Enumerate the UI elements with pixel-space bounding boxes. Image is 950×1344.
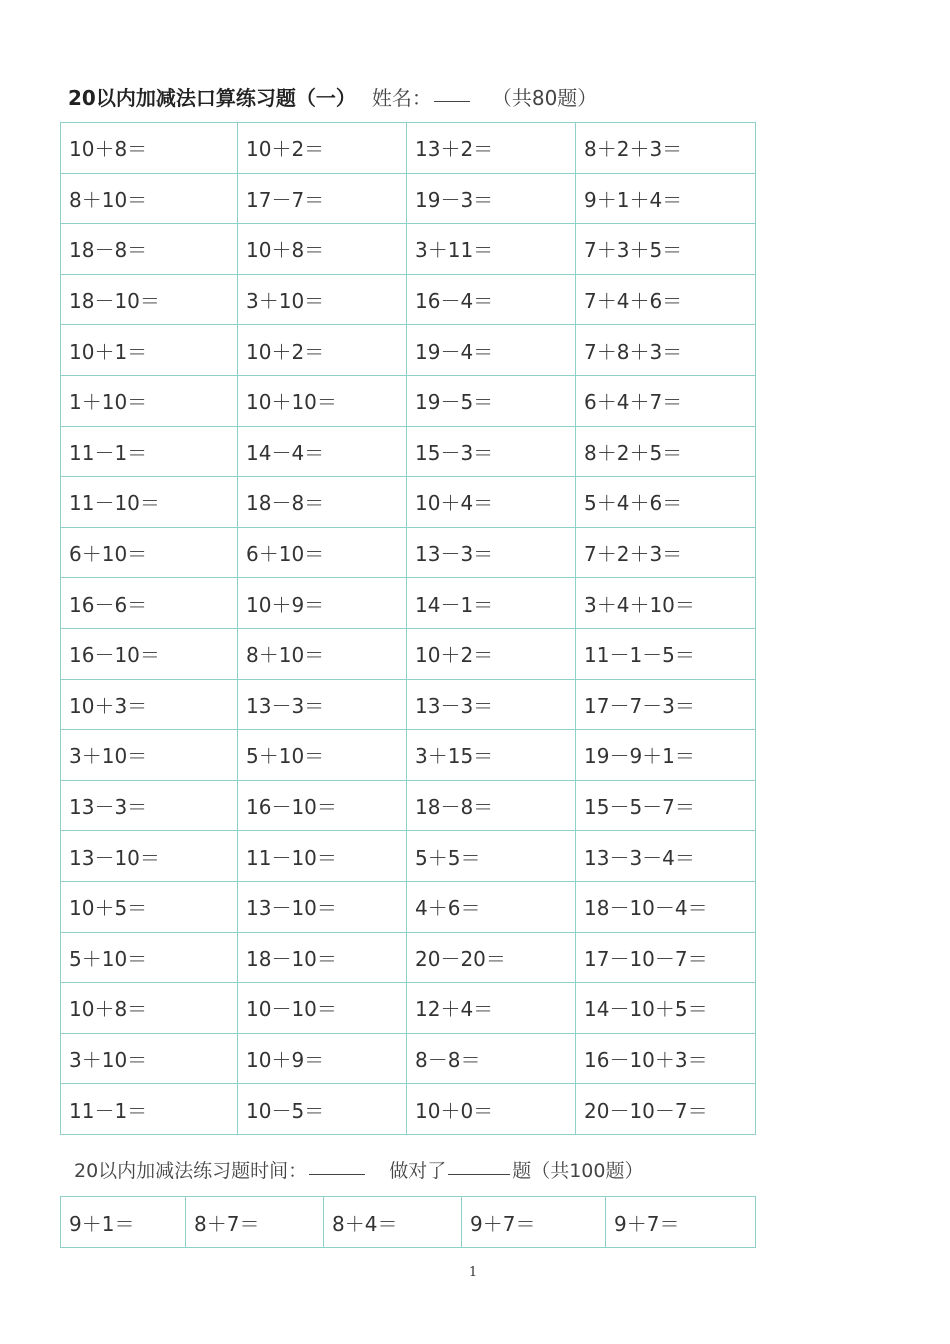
- problem-cell: 19－4＝: [407, 325, 576, 376]
- problem-cell: 9＋1＝: [61, 1197, 186, 1248]
- problem-cell: 3＋11＝: [407, 224, 576, 275]
- problem-cell: 20－10－7＝: [576, 1084, 756, 1135]
- problem-cell: 13－3＝: [407, 527, 576, 578]
- problem-cell: 11－1＝: [61, 426, 238, 477]
- time-blank: [309, 1174, 365, 1175]
- main-problem-table: [60, 122, 756, 1135]
- problem-cell: 10＋8＝: [61, 983, 238, 1034]
- problem-cell: 5＋10＝: [61, 932, 238, 983]
- problem-cell: 8＋2＋3＝: [576, 123, 756, 174]
- problem-cell: 18－8＝: [238, 477, 407, 528]
- problem-cell: 16－10＝: [61, 628, 238, 679]
- table-row: [61, 679, 756, 730]
- problem-cell: 9＋1＋4＝: [576, 173, 756, 224]
- problem-cell: 3＋10＝: [61, 730, 238, 781]
- practice-footer-line: [74, 1156, 643, 1183]
- problem-cell: 17－10－7＝: [576, 932, 756, 983]
- problem-cell: 17－7＝: [238, 173, 407, 224]
- problem-cell: 11－10＝: [61, 477, 238, 528]
- problem-cell: 10＋5＝: [61, 881, 238, 932]
- problem-cell: 10＋9＝: [238, 1033, 407, 1084]
- table-row: [61, 1197, 756, 1248]
- problem-cell: 10＋8＝: [238, 224, 407, 275]
- problem-cell: 8－8＝: [407, 1033, 576, 1084]
- problem-cell: 18－10＝: [61, 274, 238, 325]
- problem-cell: 3＋15＝: [407, 730, 576, 781]
- time-label: 20以内加减法练习题时间：: [74, 1160, 308, 1182]
- problem-cell: 10＋9＝: [238, 578, 407, 629]
- problem-cell: 5＋4＋6＝: [576, 477, 756, 528]
- problem-cell: 10＋2＝: [407, 628, 576, 679]
- problem-cell: 10－10＝: [238, 983, 407, 1034]
- table-row: [61, 426, 756, 477]
- problem-cell: 18－8＝: [61, 224, 238, 275]
- problem-cell: 13－10＝: [238, 881, 407, 932]
- problem-cell: 11－10＝: [238, 831, 407, 882]
- table-row: [61, 325, 756, 376]
- problem-cell: 10＋0＝: [407, 1084, 576, 1135]
- problem-cell: 13－3＝: [407, 679, 576, 730]
- problem-cell: 8＋4＝: [324, 1197, 462, 1248]
- problem-cell: 13＋2＝: [407, 123, 576, 174]
- table-row: [61, 375, 756, 426]
- problem-cell: 20－20＝: [407, 932, 576, 983]
- problem-cell: 16－4＝: [407, 274, 576, 325]
- problem-cell: 19－9＋1＝: [576, 730, 756, 781]
- problem-cell: 9＋7＝: [462, 1197, 606, 1248]
- problem-cell: 8＋10＝: [238, 628, 407, 679]
- problem-cell: 4＋6＝: [407, 881, 576, 932]
- table-row: [61, 1033, 756, 1084]
- problem-cell: 15－3＝: [407, 426, 576, 477]
- worksheet-title-line: [68, 82, 597, 112]
- correct-prefix: 做对了: [389, 1160, 447, 1182]
- problem-cell: 7＋3＋5＝: [576, 224, 756, 275]
- second-problem-table: [60, 1196, 756, 1248]
- table-row: [61, 1084, 756, 1135]
- problem-cell: 16－10＝: [238, 780, 407, 831]
- problem-cell: 6＋10＝: [238, 527, 407, 578]
- problem-cell: 10＋10＝: [238, 375, 407, 426]
- table-row: [61, 274, 756, 325]
- table-row: [61, 628, 756, 679]
- problem-cell: 17－7－3＝: [576, 679, 756, 730]
- problem-cell: 8＋2＋5＝: [576, 426, 756, 477]
- problem-cell: 10＋3＝: [61, 679, 238, 730]
- worksheet-title: 20以内加减法口算练习题（一）: [68, 86, 356, 110]
- table-row: [61, 527, 756, 578]
- problem-cell: 10＋1＝: [61, 325, 238, 376]
- problem-cell: 13－3＝: [238, 679, 407, 730]
- problem-cell: 3＋4＋10＝: [576, 578, 756, 629]
- problem-cell: 5＋5＝: [407, 831, 576, 882]
- correct-suffix: 题（共100题）: [512, 1160, 644, 1182]
- problem-cell: 8＋10＝: [61, 173, 238, 224]
- problem-cell: 18－10－4＝: [576, 881, 756, 932]
- table-row: [61, 932, 756, 983]
- problem-cell: 10＋2＝: [238, 123, 407, 174]
- table-row: [61, 173, 756, 224]
- problem-cell: 18－8＝: [407, 780, 576, 831]
- table-row: [61, 477, 756, 528]
- problem-cell: 13－3－4＝: [576, 831, 756, 882]
- problem-cell: 13－10＝: [61, 831, 238, 882]
- problem-cell: 6＋4＋7＝: [576, 375, 756, 426]
- table-row: [61, 578, 756, 629]
- problem-cell: 5＋10＝: [238, 730, 407, 781]
- table-row: [61, 881, 756, 932]
- question-count: （共80题）: [491, 86, 598, 110]
- table-row: [61, 123, 756, 174]
- problem-cell: 1＋10＝: [61, 375, 238, 426]
- problem-cell: 14－1＝: [407, 578, 576, 629]
- problem-cell: 18－10＝: [238, 932, 407, 983]
- problem-cell: 10－5＝: [238, 1084, 407, 1135]
- table-row: [61, 780, 756, 831]
- problem-cell: 10＋2＝: [238, 325, 407, 376]
- table-row: [61, 983, 756, 1034]
- problem-cell: 15－5－7＝: [576, 780, 756, 831]
- problem-cell: 10＋4＝: [407, 477, 576, 528]
- problem-cell: 9＋7＝: [606, 1197, 756, 1248]
- problem-cell: 7＋4＋6＝: [576, 274, 756, 325]
- table-row: [61, 730, 756, 781]
- name-label: 姓名：: [371, 86, 432, 110]
- problem-cell: 14－4＝: [238, 426, 407, 477]
- problem-cell: 16－10＋3＝: [576, 1033, 756, 1084]
- problem-cell: 3＋10＝: [238, 274, 407, 325]
- problem-cell: 3＋10＝: [61, 1033, 238, 1084]
- problem-cell: 12＋4＝: [407, 983, 576, 1034]
- problem-cell: 14－10＋5＝: [576, 983, 756, 1034]
- problem-cell: 7＋2＋3＝: [576, 527, 756, 578]
- problem-cell: 6＋10＝: [61, 527, 238, 578]
- problem-cell: 7＋8＋3＝: [576, 325, 756, 376]
- problem-cell: 11－1－5＝: [576, 628, 756, 679]
- correct-blank: [448, 1174, 510, 1175]
- problem-cell: 10＋8＝: [61, 123, 238, 174]
- problem-cell: 11－1＝: [61, 1084, 238, 1135]
- problem-cell: 16－6＝: [61, 578, 238, 629]
- page-number: 1: [468, 1265, 478, 1280]
- problem-cell: 13－3＝: [61, 780, 238, 831]
- problem-cell: 19－3＝: [407, 173, 576, 224]
- name-blank: [434, 101, 470, 102]
- table-row: [61, 224, 756, 275]
- problem-cell: 19－5＝: [407, 375, 576, 426]
- table-row: [61, 831, 756, 882]
- problem-cell: 8＋7＝: [186, 1197, 324, 1248]
